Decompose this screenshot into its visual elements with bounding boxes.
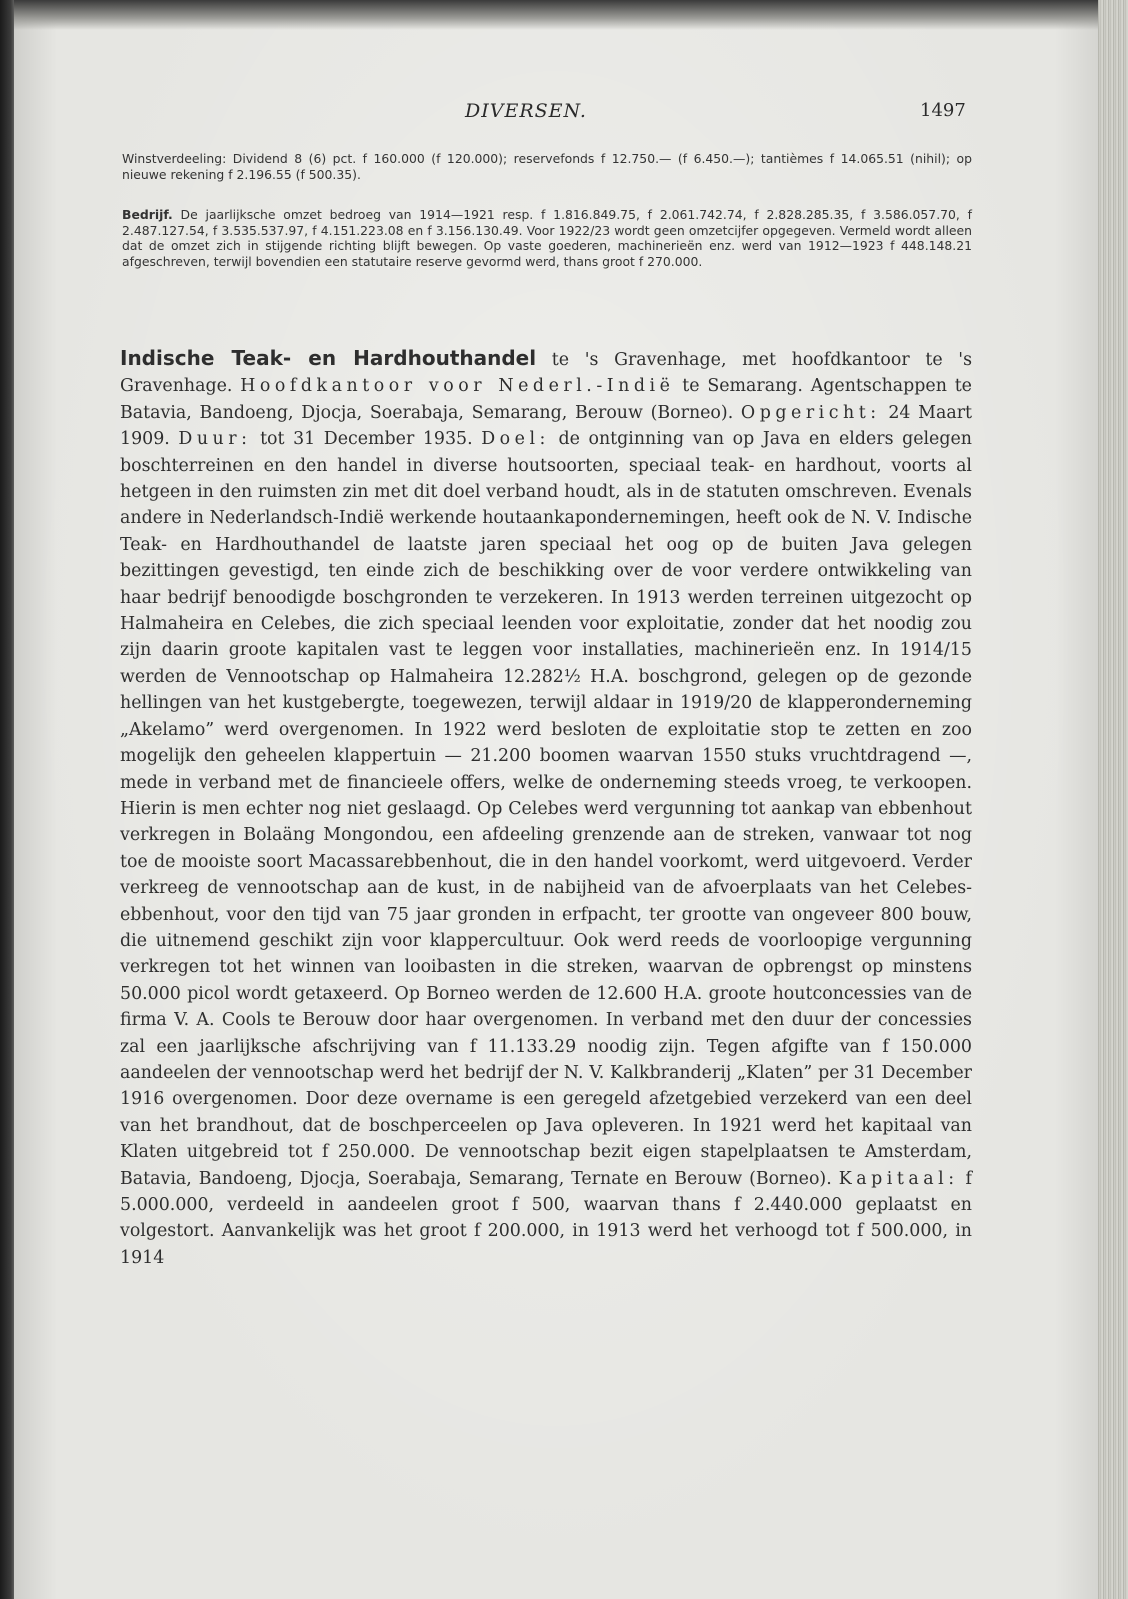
keyword-kapitaal: Kapitaal: [838, 1168, 959, 1189]
company-name-heading: Indische Teak- en Hardhouthandel [120, 346, 537, 370]
running-title: DIVERSEN. [465, 100, 587, 122]
article-text: tot 31 December 1935. [251, 429, 482, 450]
article-text: f 5.000.000, verdeeld in aandeelen groot f 500, waarvan thans f 2.440.000 geplaatst en volgestort. Aanvankelijk was het groot f 200.000, in 1913 werd het verhoogd tot f 500.000, in 1914 [120, 1168, 972, 1268]
winstverdeeling-paragraph: Winstverdeeling: Dividend 8 (6) pct. f 160.000 (f 120.000); reservefonds f 12.750.— (f 6.450.—); tantièmes f 14.065.51 (nihil); op nieuwe rekening f 2.196.55 (f 500.35). [122, 151, 972, 182]
bedrijf-text: De jaarlijksche omzet bedroeg van 1914—1921 resp. f 1.816.849.75, f 2.061.742.74, f 2.828.285.35, f 3.586.057.70, f 2.487.127.54, f 3.535.537.97, f 4.151.223.08 en f 3.156.130.49. Voor 1922/23 wordt geen omzetcijfer opgegeven. Vermeld wordt alleen dat de omzet zich in stijgende richting blijft bewegen. Op vaste goederen, machinerieën enz. werd van 1912—1923 f 448.148.21 afgeschreven, terwijl bovendien een statutaire reserve gevormd werd, thans groot f 270.000. [122, 207, 972, 269]
article-text: de ontginning van op Java en elders gelegen boschterreinen en den handel in diverse houtsoorten, speciaal teak- en hardhout, voorts al hetgeen in den ruimsten zin met dit doel verband houdt, als in de statuten omschreven. Evenals andere in Nederlandsch-Indië werkende houtaankapondernemingen, heeft ook de N. V. Indische Teak- en Hardhouthandel de laatste jaren speciaal het oog op de buiten Java gelegen bezittingen gevestigd, ten einde zich de beschikking over de voor verdere ontwikkeling van haar bedrijf benoodigde boschgronden te verzekeren. In 1913 werden terreinen uitgezocht op Halmaheira en Celebes, die zich speciaal leenden voor exploitatie, zonder dat het noodig zou zijn daarin groote kapitalen vast te leggen voor installaties, machinerieën enz. In 1914/15 werden de Vennootschap op Halmaheira 12.282½ H.A. boschgrond, gelegen op de gezonde hellingen van het kustgebergte, toegewezen, terwijl aldaar in 1919/20 de klapperonderneming „Akelamo” werd overgenomen. In 1922 werd besloten de exploitatie stop te zetten en zoo mogelijk den geheelen klappertuin — 21.200 boomen waarvan 1550 stuks vruchtdragend —, mede in verband met de financieele offers, welke de onderneming steeds vroeg, te verkoopen. Hierin is men echter nog niet geslaagd. Op Celebes werd vergunning tot aankap van ebbenhout verkregen in Bolaäng Mongondou, een afdeeling grenzende aan de streken, vanwaar tot nog toe de mooiste soort Macassarebbenhout, die in den handel voorkomt, werd uitgevoerd. Verder verkreeg de vennootschap aan de kust, in de nabijheid van de afvoerplaats van het Celebes-ebbenhout, voor den tijd van 75 jaar gronden in erfpacht, ter grootte van ongeveer 800 bouw, die uitnemend geschikt zijn voor klappercultuur. Ook werd reeds de voorloopige vergunning verkregen tot het winnen van looibasten in die streken, waarvan de opbrengst op minstens 50.000 picol wordt getaxeerd. Op Borneo werden de 12.600 H.A. groote houtconcessies van de firma V. A. Cools te Berouw door haar overgenomen. In verband met den duur der concessies zal een jaarlijksche afschrijving van f 11.133.29 noodig zijn. Tegen afgifte van f 150.000 aandeelen der vennootschap werd het bedrijf der N. V. Kalkbranderij „Klaten” per 31 December 1916 overgenomen. Door deze overname is een geregeld afzetgebied verzekerd van een deel van het brandhout, dat de boschperceelen op Java opleveren. In 1921 werd het kapitaal van Klaten uitgebreid tot f 250.000. De vennootschap bezit eigen stapelplaatsen te Amsterdam, Batavia, Bandoeng, Djocja, Soerabaja, Semarang, Ternate en Berouw (Borneo). [120, 429, 972, 1189]
bedrijf-section [122, 207, 972, 269]
book-page [14, 0, 1098, 1599]
bedrijf-label: Bedrijf. [122, 207, 173, 222]
winstverdeeling-section [122, 151, 972, 182]
keyword-doel: Doel: [481, 429, 550, 450]
page-header [14, 100, 1098, 130]
company-article [120, 345, 972, 1271]
keyword-opgericht: Opgericht: [740, 402, 881, 423]
article-paragraph [120, 345, 972, 1271]
article-text: 24 Maart 1909. [120, 402, 973, 450]
article-text: te Semarang. Agentschappen te Batavia, Bandoeng, Djocja, Soerabaja, Semarang, Berouw (Borneo). [120, 376, 972, 423]
keyword-hoofdkantoor: Hoofdkantoor voor Nederl.-Indië [240, 376, 675, 397]
bedrijf-paragraph [122, 207, 972, 269]
scan-top-shadow [14, 0, 1098, 30]
keyword-duur: Duur: [178, 429, 252, 450]
page-stack-edges [1094, 0, 1128, 1599]
page-number: 1497 [920, 100, 966, 121]
article-text: te 's Gravenhage, met hoofdkantoor te 's Gravenhage. [120, 350, 973, 397]
